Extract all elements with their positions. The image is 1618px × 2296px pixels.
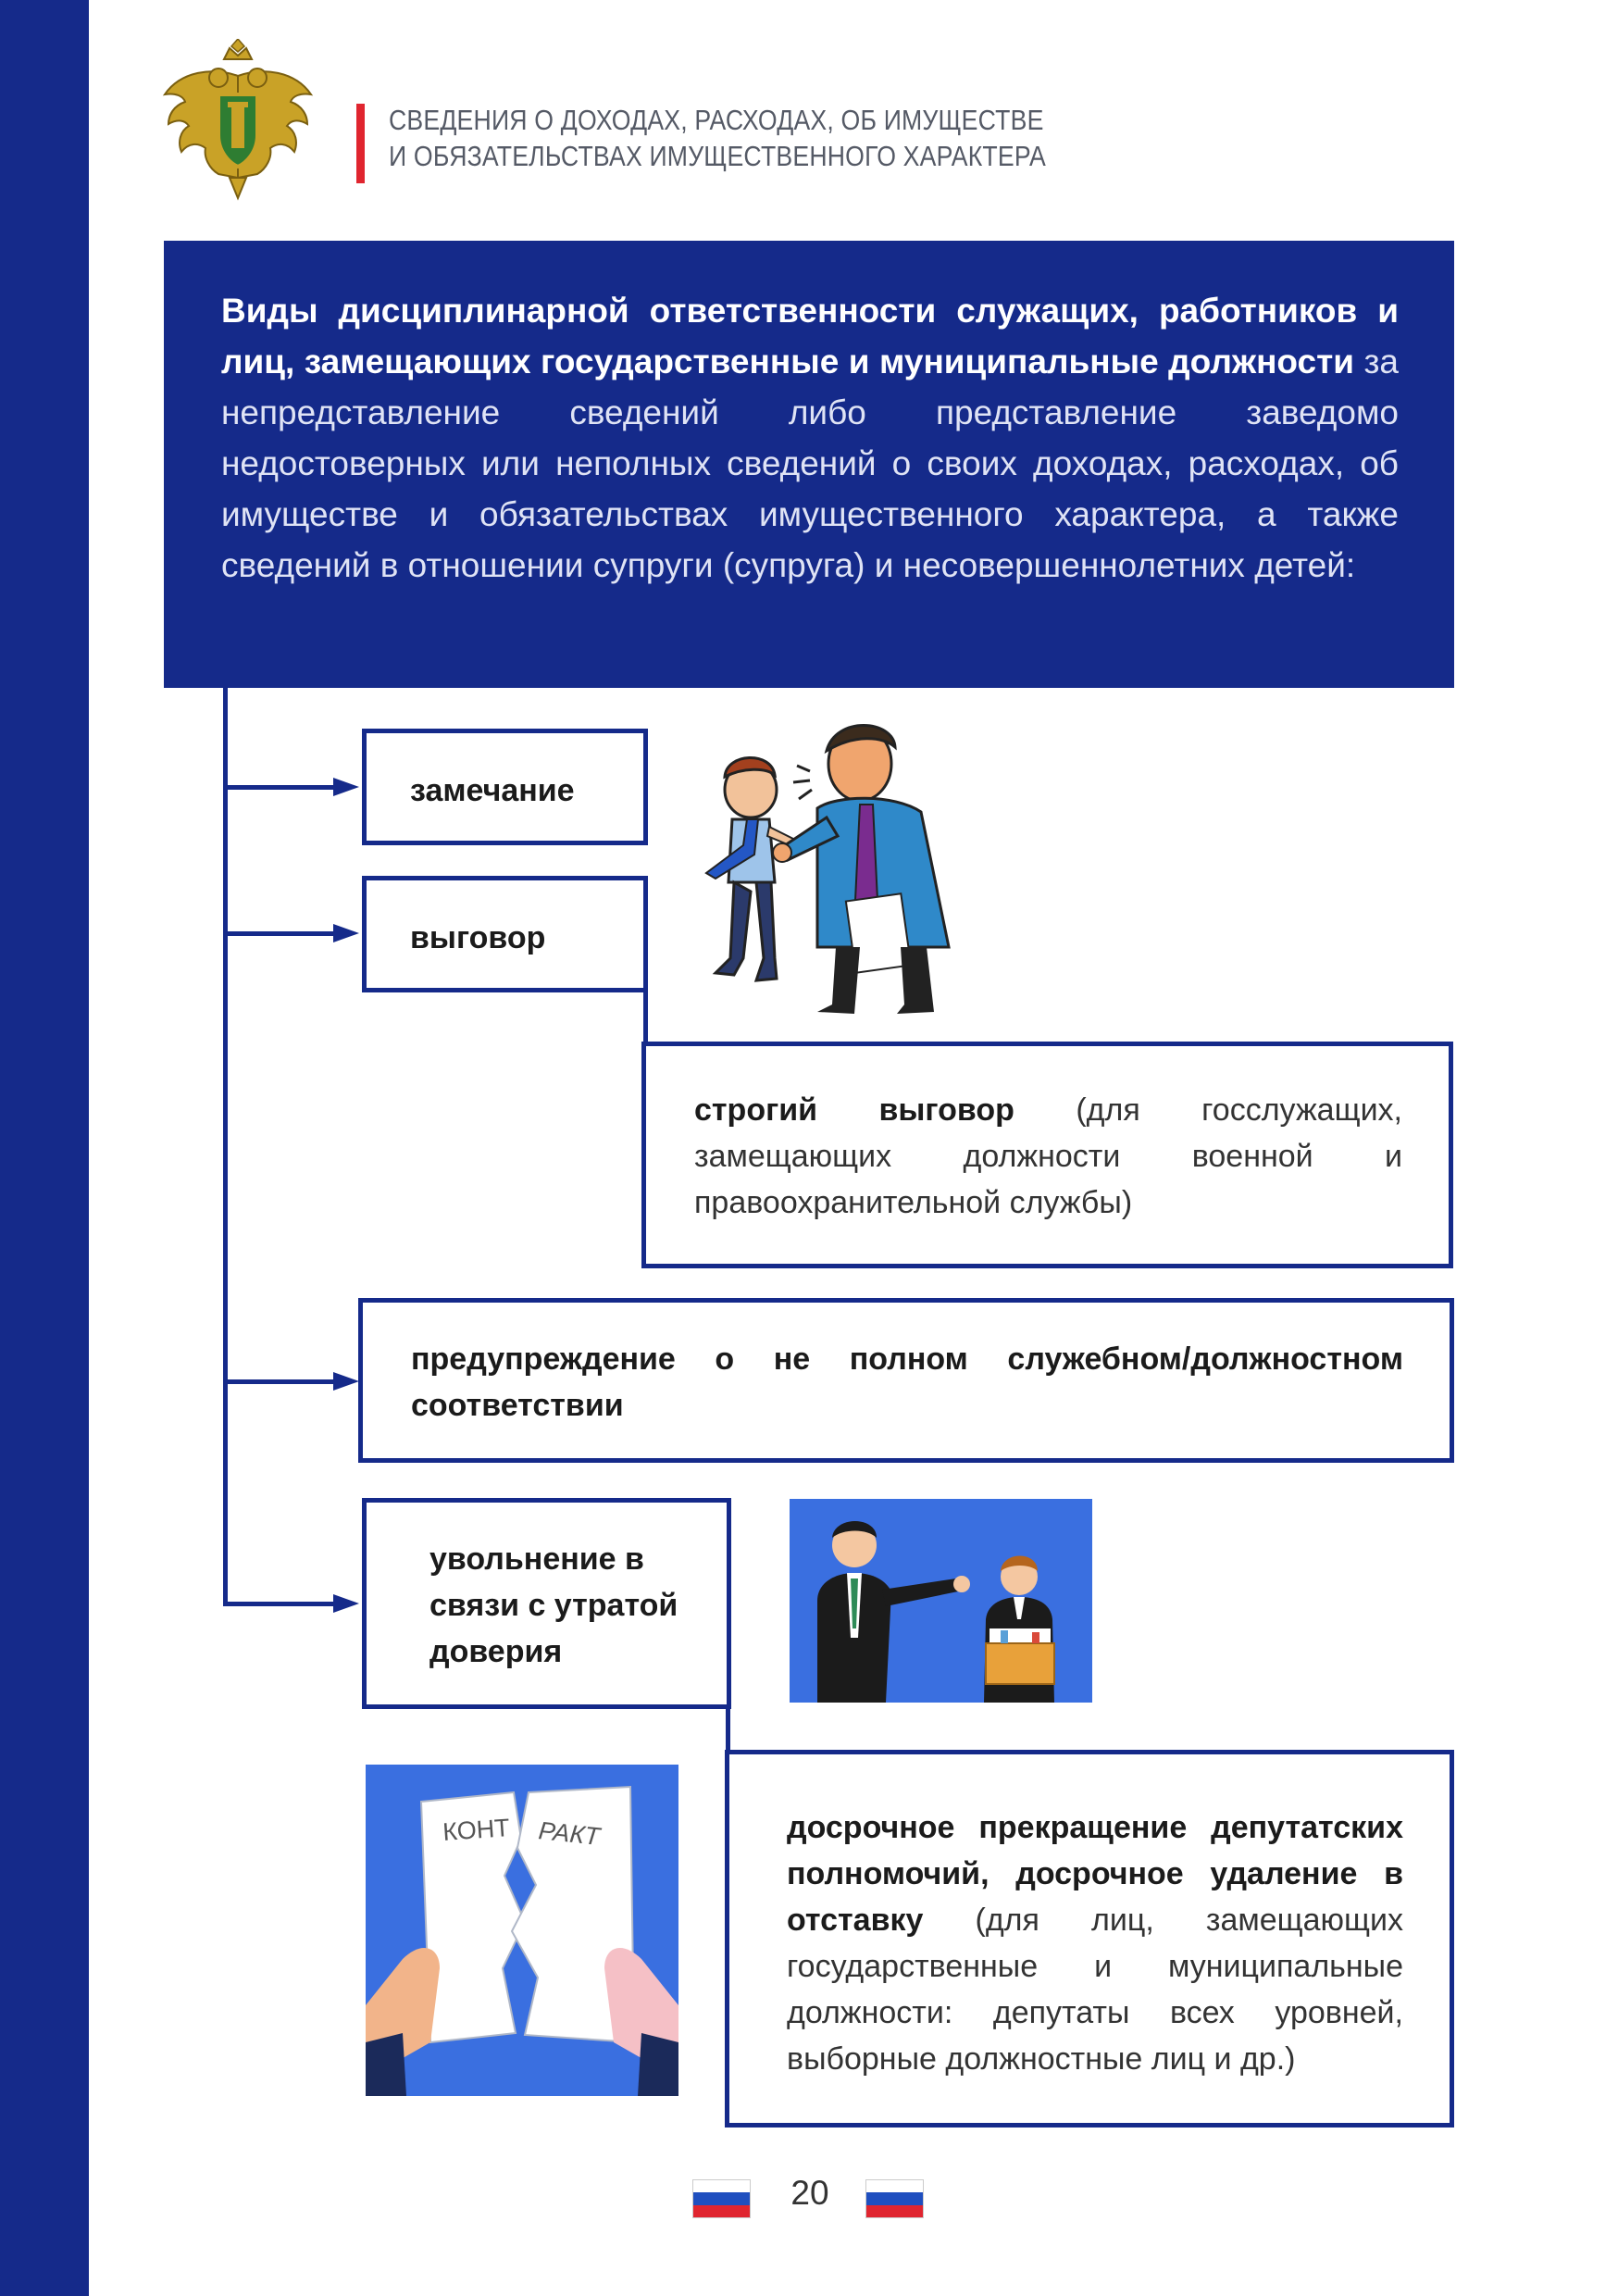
branch-line-warning <box>223 1379 334 1384</box>
title-bold: Виды дисциплинарной ответственности служащих, работников и лиц, замещающих государственные и муниципальные должности <box>221 292 1399 381</box>
title-rest: за непредставление сведений либо представление заведомо недостоверных или неполных сведений о своих доходах, расходах, об имуществе и обязательствах имущественного характера, а также сведений в отношении супруги (супруга) и несовершеннолетних детей: <box>221 343 1399 584</box>
strict-reprimand-box <box>641 1042 1453 1268</box>
early-termination-rest: (для лиц, замещающих государственные и муниципальные должности: депутаты всех уровней, выборные должностные лиц и др.) <box>787 1903 1403 2077</box>
dismissal-box <box>362 1498 731 1709</box>
reprimand-to-strict-line <box>643 988 648 1043</box>
title-text <box>221 285 1399 591</box>
branch-line-remark <box>223 785 334 790</box>
flag-left-icon <box>692 2179 751 2218</box>
torn-contract-illustration <box>366 1765 678 2096</box>
arrow-dismissal-icon <box>333 1594 359 1613</box>
header-accent-bar <box>356 104 365 183</box>
header-line-2: И ОБЯЗАТЕЛЬСТВАХ ИМУЩЕСТВЕННОГО ХАРАКТЕРА <box>389 140 1046 172</box>
reprimand-box <box>362 876 648 992</box>
remark-box <box>362 729 648 845</box>
early-termination-box <box>725 1750 1454 2128</box>
warning-box <box>358 1298 1454 1463</box>
scolding-illustration <box>678 716 967 1019</box>
strict-reprimand-bold: строгий выговор <box>694 1092 1014 1128</box>
branch-line-dismissal <box>223 1602 334 1606</box>
remark-label: замечание <box>410 773 575 808</box>
contract-word-left: КОНТ <box>442 1814 511 1846</box>
flag-right-icon <box>865 2179 924 2218</box>
strict-reprimand-rest: (для госслужащих, замещающих должности военной и правоохранительной службы) <box>694 1092 1403 1220</box>
dismissal-to-early-line <box>726 1705 730 1752</box>
page-number: 20 <box>790 2174 829 2212</box>
branch-line-reprimand <box>223 931 334 936</box>
prosecutor-emblem-icon <box>157 39 319 201</box>
reprimand-label: выговор <box>410 920 546 955</box>
arrow-warning-icon <box>333 1372 359 1391</box>
contract-word-right: РАКТ <box>537 1816 602 1851</box>
warning-label: предупреждение о не полном служебном/должностном соответствии <box>411 1341 1403 1423</box>
header-line-1: СВЕДЕНИЯ О ДОХОДАХ, РАСХОДАХ, ОБ ИМУЩЕСТВЕ <box>389 104 1044 136</box>
left-color-bar <box>0 0 89 2296</box>
early-termination-bold: досрочное прекращение депутатских полномочий, досрочное удаление в отставку <box>787 1810 1403 1938</box>
trunk-line <box>223 688 228 1606</box>
document-header <box>389 102 1046 174</box>
dismissal-illustration <box>790 1499 1092 1703</box>
arrow-reprimand-icon <box>333 924 359 942</box>
dismissal-label: увольнение в связи с утратой доверия <box>429 1541 678 1669</box>
arrow-remark-icon <box>333 778 359 796</box>
title-box <box>164 241 1454 688</box>
